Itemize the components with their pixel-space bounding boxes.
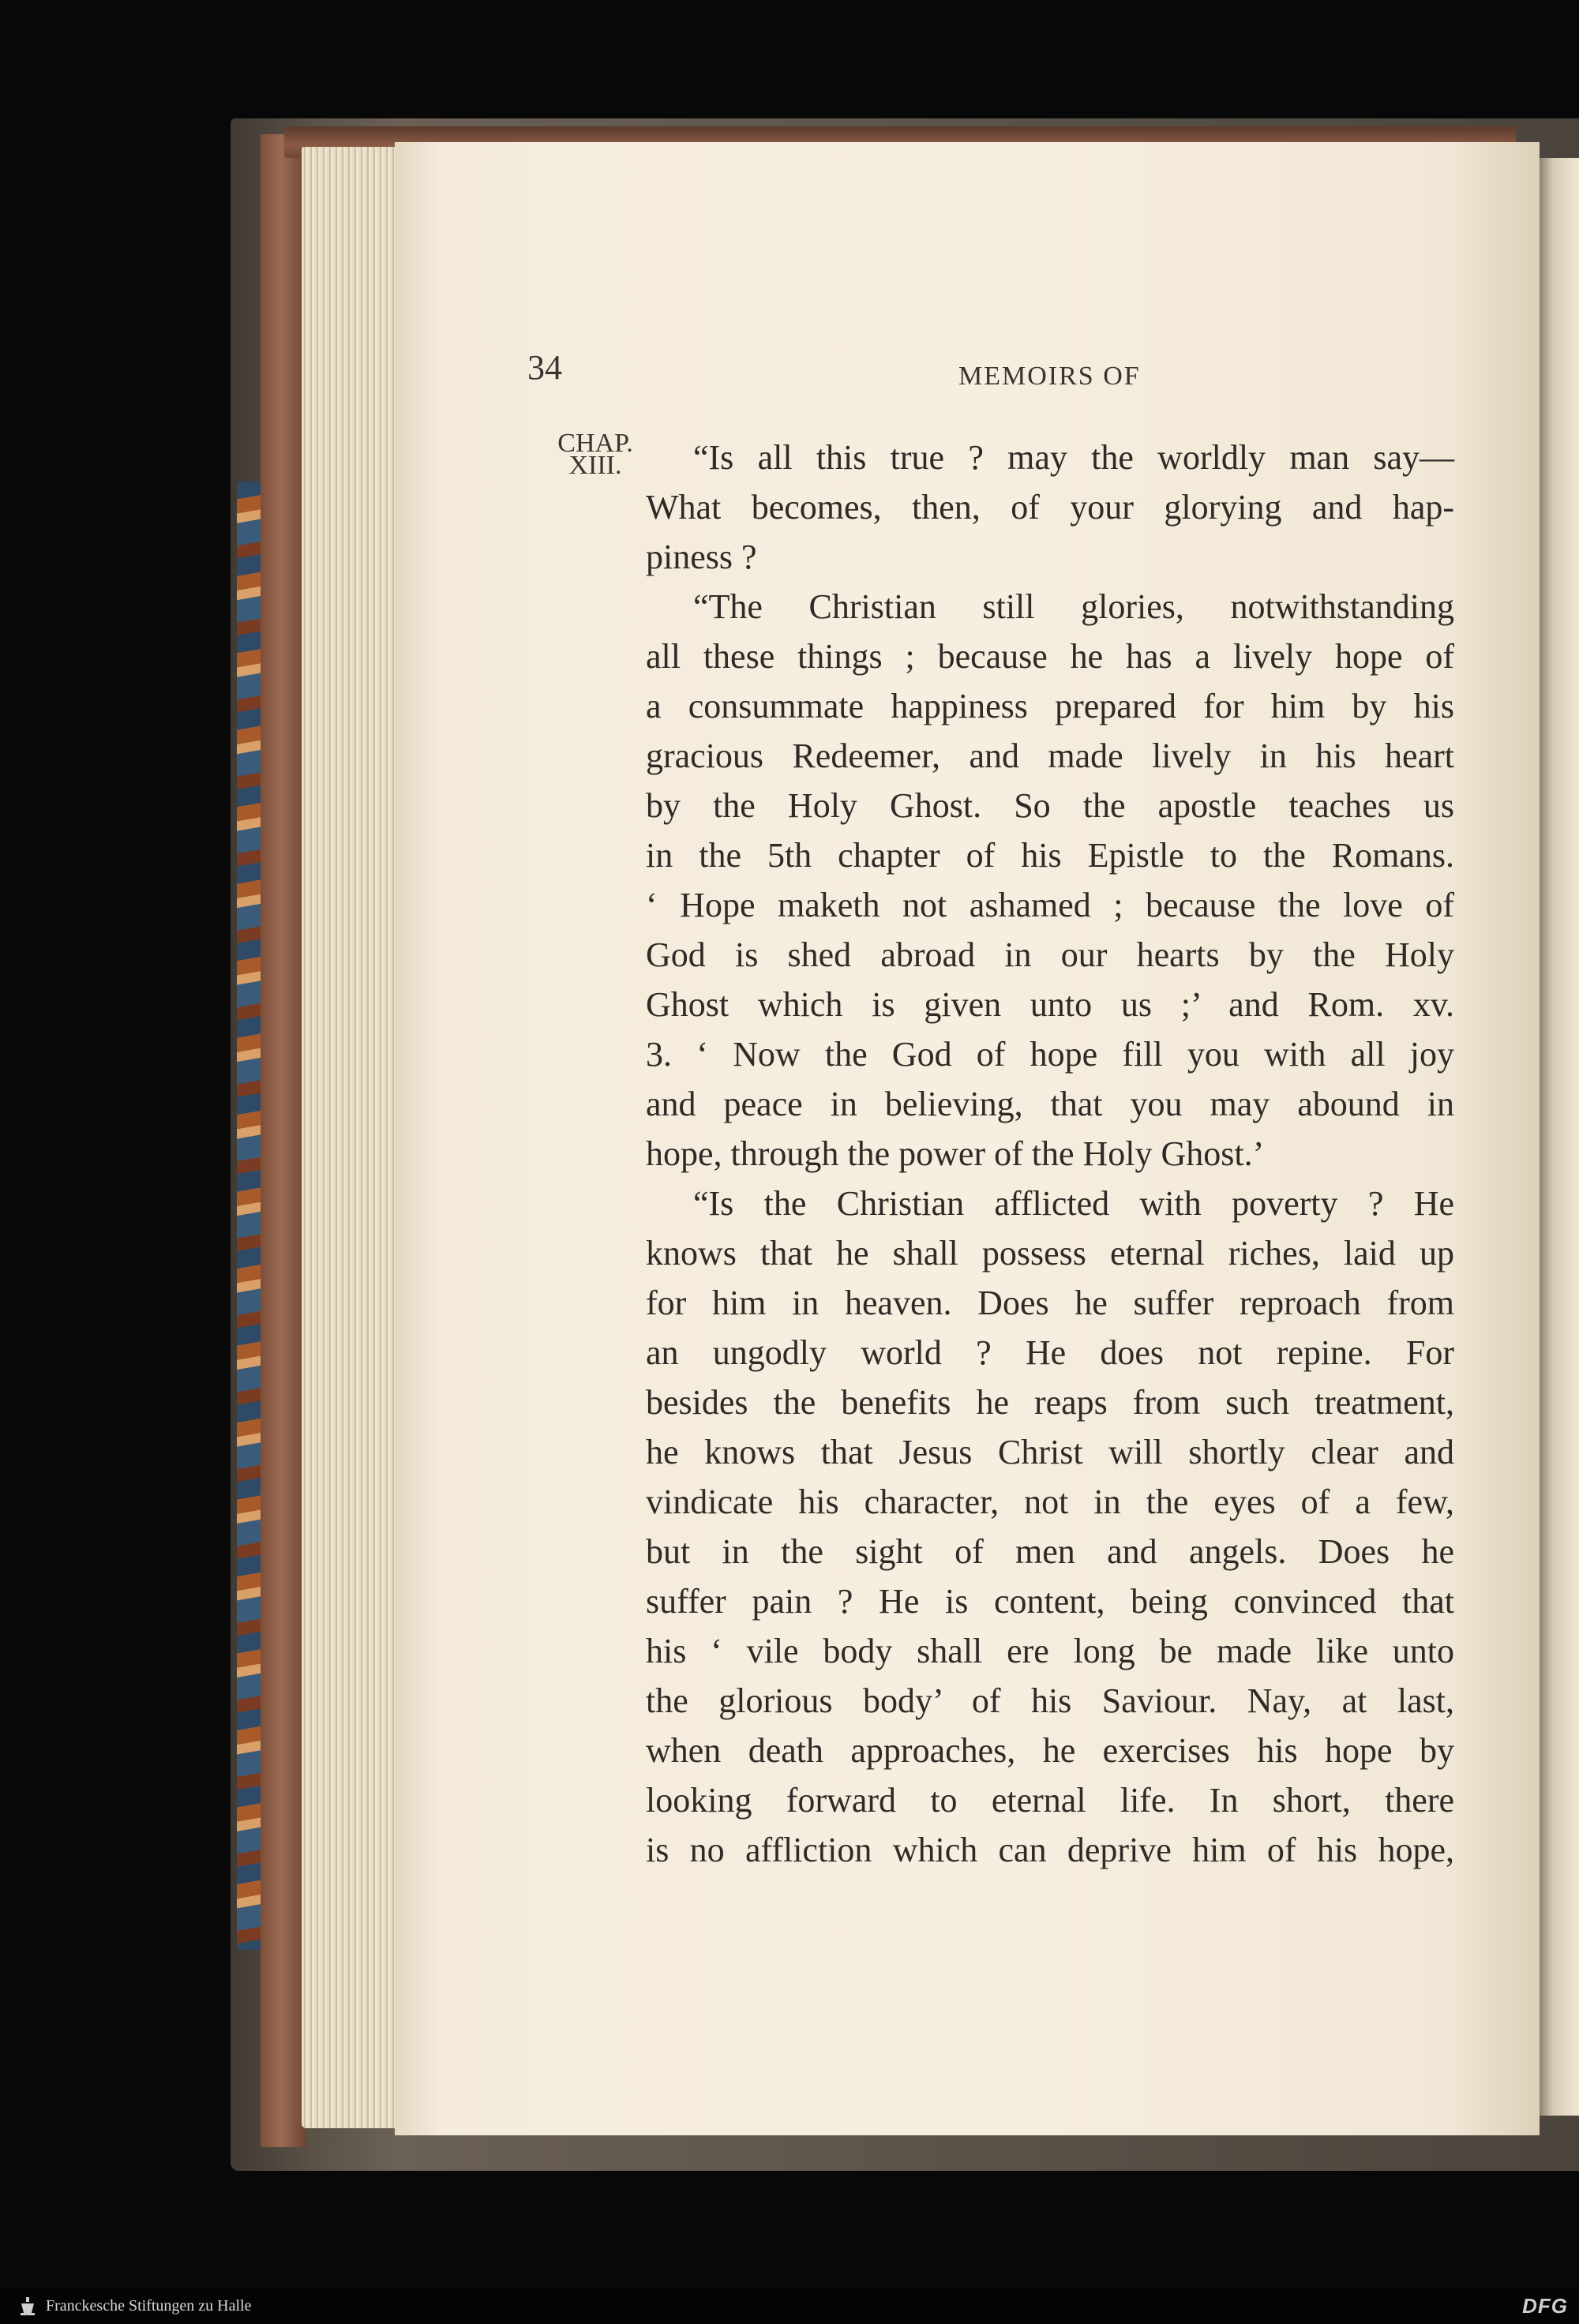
dfg-logo: DFG [1522,2294,1568,2318]
text-line: “Is all this true ? may the worldly man say— [693,438,1454,477]
text-line: 3. ‘ Now the God of hope fill you with all joy [646,1035,1454,1074]
facing-page-edge [1540,158,1579,2116]
chapter-label-word: CHAP. [557,429,633,458]
text-line: and peace in believing, that you may abound in [646,1085,1454,1123]
text-line: looking forward to eternal life. In short, there [646,1781,1454,1820]
text-line: for him in heaven. Does he suffer reproach from [646,1284,1454,1322]
text-line: when death approaches, he exercises his hope by [646,1731,1454,1770]
page-number: 34 [527,348,562,387]
footer-institution-name: Franckesche Stiftungen zu Halle [46,2297,252,2315]
foundation-emblem-icon [16,2294,39,2318]
text-line: his ‘ vile body shall ere long be made like unto [646,1632,1454,1670]
text-line: gracious Redeemer, and made lively in his heart [646,737,1454,775]
text-line: is no affliction which can deprive him of his hope, [646,1831,1454,1869]
text-line: “Is the Christian afflicted with poverty ? He [693,1184,1454,1223]
body-text [646,433,1454,1875]
text-line: vindicate his character, not in the eyes of a few, [646,1482,1454,1521]
text-line: ‘ Hope maketh not ashamed ; because the love of [646,886,1454,924]
chapter-label [548,429,643,480]
chapter-label-number: XIII. [568,451,622,480]
binding-spine [261,134,306,2147]
text-line: he knows that Jesus Christ will shortly clear and [646,1433,1454,1471]
page-edges [302,147,398,2128]
text-line: “The Christian still glories, notwithstanding [693,587,1454,626]
text-line: What becomes, then, of your glorying and hap- [646,488,1454,527]
text-line: piness ? [646,538,757,576]
text-line: besides the benefits he reaps from such treatment, [646,1383,1454,1422]
running-head: MEMOIRS OF [958,362,1141,391]
text-line: the glorious body’ of his Saviour. Nay, at last, [646,1681,1454,1720]
text-line: in the 5th chapter of his Epistle to the Romans. [646,836,1454,875]
text-line: but in the sight of men and angels. Does he [646,1532,1454,1571]
text-line: suffer pain ? He is content, being convinced that [646,1582,1454,1621]
text-line: God is shed abroad in our hearts by the Holy [646,935,1454,974]
text-line: Ghost which is given unto us ;’ and Rom. xv. [646,985,1454,1024]
text-line: knows that he shall possess eternal riches, laid up [646,1234,1454,1273]
text-line: a consummate happiness prepared for him by his [646,687,1454,725]
text-line: all these things ; because he has a lively hope of [646,637,1454,676]
text-line: an ungodly world ? He does not repine. For [646,1333,1454,1372]
text-line: hope, through the power of the Holy Ghost.’ [646,1134,1265,1173]
text-line: by the Holy Ghost. So the apostle teaches us [646,786,1454,825]
